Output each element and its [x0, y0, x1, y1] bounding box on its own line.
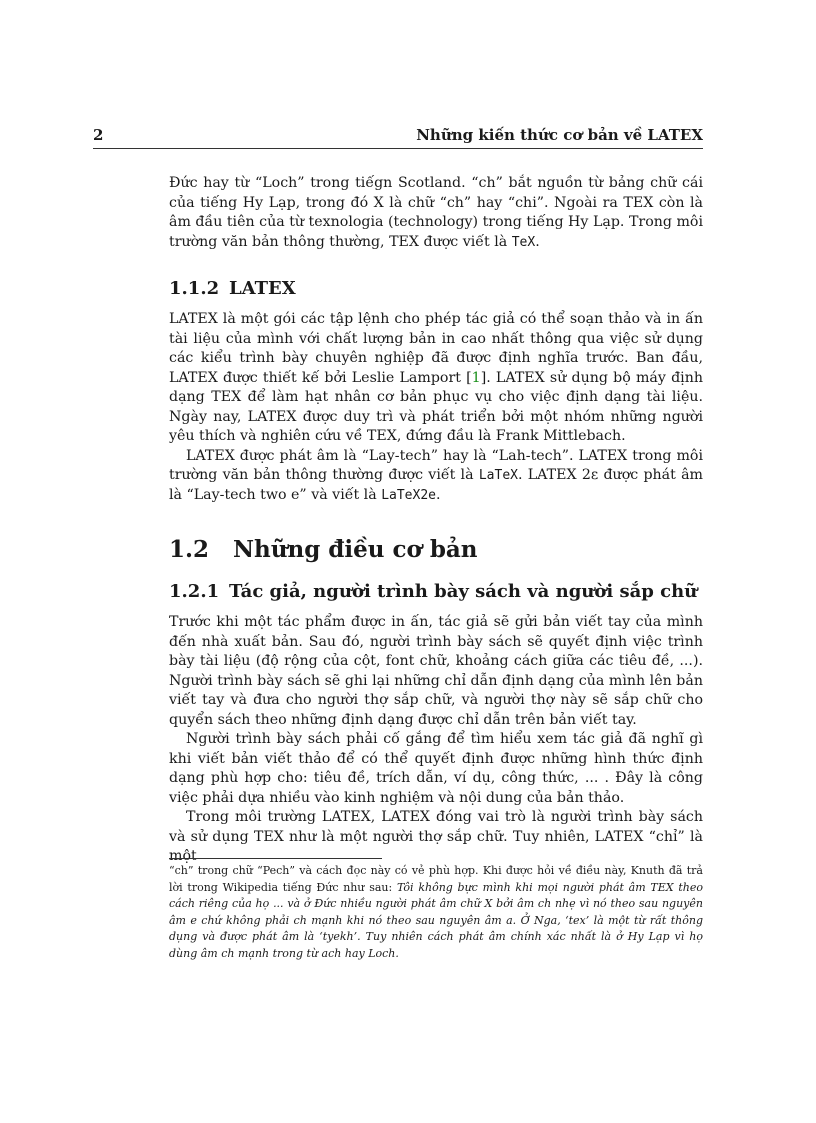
- subsection-heading-authors: [169, 581, 697, 602]
- paragraph-4: Người trình bày sách phải cố gắng để tìm hiểu xem tác giả đã nghĩ gì khi viết bản viết thảo để có thể quyết định được những hình thức định dạng phù hợp cho: tiêu đề, trích dẫn, ví dụ, công thức, ... . Đây là công việc phải dựa nhiều vào kinh nghiệm và nội dung của bản thảo.: [169, 731, 703, 806]
- latex-paragraph-1: LATEX là một gói các tập lệnh cho phép tác giả có thể soạn thảo và in ấn tài liệu của mình với chất lượng bản in cao nhất thông qua việc sử dụng các kiểu trình bày chuyên nghiệp đã được định nghĩa trước. Ban đầu, LATEX được thiết kế bởi Leslie Lamport [1]. LATEX sử dụng bộ máy định dạng TEX để làm hạt nhân cơ bản phục vụ cho việc định dạng tài liệu. Ngày nay, LATEX được duy trì và phát triển bởi một nhóm những người yêu thích và nghiên cứu về TEX, đứng đầu là Frank Mittlebach.: [169, 311, 703, 444]
- subsection-heading-latex: [169, 278, 296, 299]
- section-number: 1.2: [169, 536, 210, 563]
- paragraph-3: Trước khi một tác phẩm được in ấn, tác giả sẽ gửi bản viết tay của mình đến nhà xuất bản. Sau đó, người trình bày sách sẽ quyết định việc trình bày tài liệu (độ rộng của cột, font chữ, khoảng cách giữa các tiêu đề, ...). Người trình bày sách sẽ ghi lại những chỉ dẫn định dạng của mình lên bản viết tay và đưa cho người thợ sắp chữ, và người thợ này sẽ sắp chữ cho quyển sách theo những định dạng được chỉ dẫn trên bản viết tay.: [169, 614, 703, 728]
- citation-link[interactable]: 1: [471, 369, 481, 386]
- section-title: Những điều cơ bản: [233, 536, 478, 563]
- latex-paragraph-2: LATEX được phát âm là “Lay-tech” hay là “Lah-tech”. LATEX trong môi trường văn bản thông thường được viết là LaTeX. LATEX 2ε được phát âm là “Lay-tech two e” và viết là LaTeX2e.: [169, 447, 704, 503]
- intro-paragraph-block: [169, 174, 703, 252]
- footnote-quote: Tôi không bực mình khi mọi người phát âm TEX theo cách riêng của họ ... và ở Đức nhiều người phát âm chữ X bởi âm ch nhẹ vì nó theo sau nguyên âm e chứ không phải ch mạnh khi nó theo sau nguyên âm a. Ở Nga, ‘tex’ là một từ rất thông dụng và được phát âm là ‘tyekh’. Tuy nhiên cách phát âm chính xác nhất là ở Hy Lạp vì họ dùng âm ch mạnh trong từ ach hay Loch.: [169, 880, 703, 960]
- paragraph-5: Trong môi trường LATEX, LATEX đóng vai trò là người trình bày sách và sử dụng TEX như là một người thợ sắp chữ. Tuy nhiên, LATEX “chỉ” là một: [169, 809, 703, 864]
- inline-code: LaTeX2e: [381, 487, 436, 503]
- intro-paragraph: Đức hay từ “Loch” trong tiếgn Scotland. “ch” bắt nguồn từ bảng chữ cái của tiếng Hy Lạp, trong đó X là chữ “ch” hay “chi”. Ngoài ra TEX còn là âm đầu tiên của từ texnologia (technology) trong tiếng Hy Lạp. Trong môi trường văn bản thông thường, TEX được viết là TeX.: [169, 175, 703, 250]
- subsection-number: 1.2.1: [169, 581, 220, 602]
- subsection-number: 1.1.2: [169, 278, 220, 299]
- subsection-title: LATEX: [229, 278, 296, 299]
- page-number: 2: [93, 126, 104, 144]
- running-header: [93, 126, 703, 149]
- subsection-title: Tác giả, người trình bày sách và người sắp chữ: [229, 581, 698, 602]
- latex-section-body: [169, 310, 703, 505]
- section-heading: [169, 536, 478, 563]
- inline-code: LaTeX: [478, 468, 518, 483]
- running-title: Những kiến thức cơ bản về LATEX: [416, 126, 703, 144]
- footnote: “ch” trong chữ “Pech” và cách đọc này có vẻ phù hợp. Khi được hỏi về điều này, Knuth đã trả lời trong Wikipedia tiếng Đức như sau: Tôi không bực mình khi mọi người phát âm TEX theo cách riêng của họ ... và ở Đức nhiều người phát âm chữ X bởi âm ch nhẹ vì nó theo sau nguyên âm e chứ không phải ch mạnh khi nó theo sau nguyên âm a. Ở Nga, ‘tex’ là một từ rất thông dụng và được phát âm là ‘tyekh’. Tuy nhiên cách phát âm chính xác nhất là ở Hy Lạp vì họ dùng âm ch mạnh trong từ ach hay Loch.: [169, 864, 703, 960]
- footnote-rule: [169, 858, 382, 859]
- inline-code: TeX: [511, 234, 536, 250]
- authors-section-body: [169, 613, 703, 867]
